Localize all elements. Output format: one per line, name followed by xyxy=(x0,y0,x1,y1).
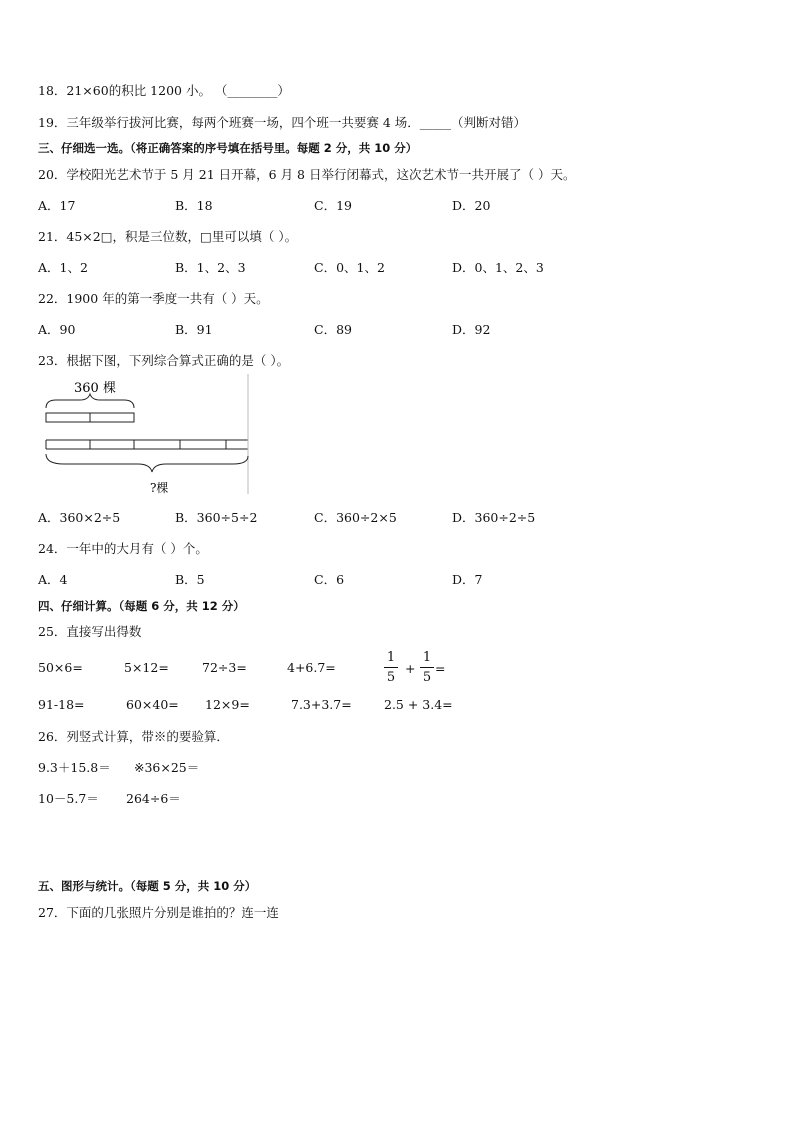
fraction-numerator: 1 xyxy=(422,650,432,665)
question-26-stem: 26．列竖式计算，带※的要验算． xyxy=(38,729,229,744)
fraction-denominator: 5 xyxy=(422,670,432,685)
q25-fraction-2 xyxy=(420,650,434,685)
q23-option-a: A．360×2÷5 xyxy=(38,510,121,525)
q23-segment-diagram xyxy=(38,374,278,499)
diagram-top-brace xyxy=(46,394,134,408)
section-4-heading: 四、仔细计算。（每题 6 分，共 12 分） xyxy=(38,599,245,613)
q20-option-a: A．17 xyxy=(38,198,76,213)
q22-option-a: A．90 xyxy=(38,322,76,337)
q24-option-a: A．4 xyxy=(38,572,68,587)
q24-option-c: C．6 xyxy=(314,572,345,587)
q25-fraction-equals: = xyxy=(435,661,446,676)
q20-option-d: D．20 xyxy=(452,198,491,213)
q20-option-b: B．18 xyxy=(175,198,213,213)
q25-item: 50×6= xyxy=(38,660,83,675)
fraction-numerator: 1 xyxy=(386,650,396,665)
q26-item: 10－5.7＝ xyxy=(38,791,99,806)
q25-item: 5×12= xyxy=(124,660,169,675)
question-18: 18．21×60的积比 1200 小。 （________） xyxy=(38,83,290,98)
section-5-heading: 五、图形与统计。（每题 5 分，共 10 分） xyxy=(38,879,257,893)
question-19: 19．三年级举行拔河比赛，每两个班赛一场，四个班一共要赛 4 场．_____（判断对错） xyxy=(38,115,527,130)
q25-item: 2.5 + 3.4= xyxy=(384,697,453,712)
q25-item: 12×9= xyxy=(205,697,250,712)
q20-option-c: C．19 xyxy=(314,198,352,213)
section-3-heading: 三、仔细选一选。（将正确答案的序号填在括号里。每题 2 分，共 10 分） xyxy=(38,141,418,155)
q21-option-a: A．1、2 xyxy=(38,260,88,275)
q22-option-c: C．89 xyxy=(314,322,352,337)
question-20-stem: 20．学校阳光艺术节于 5 月 21 日开幕，6 月 8 日举行闭幕式，这次艺术节一共开展了（ ）天。 xyxy=(38,167,576,182)
q21-option-b: B．1、2、3 xyxy=(175,260,246,275)
question-21-stem: 21．45×2□，积是三位数，□里可以填（ ）。 xyxy=(38,229,298,244)
q25-plus-sign: + xyxy=(405,661,416,676)
question-27: 27．下面的几张照片分别是谁拍的？连一连 xyxy=(38,905,279,920)
q25-fraction-1 xyxy=(384,650,398,685)
q21-option-d: D．0、1、2、3 xyxy=(452,260,544,275)
q25-item: 60×40= xyxy=(126,697,179,712)
q21-option-c: C．0、1、2 xyxy=(314,260,385,275)
diagram-bottom-brace xyxy=(46,454,248,472)
q25-item: 72÷3= xyxy=(202,660,247,675)
q22-option-b: B．91 xyxy=(175,322,213,337)
question-23-stem: 23．根据下图，下列综合算式正确的是（ ）。 xyxy=(38,353,290,368)
q24-option-b: B．5 xyxy=(175,572,205,587)
q24-option-d: D．7 xyxy=(452,572,483,587)
question-25-stem: 25．直接写出得数 xyxy=(38,624,142,639)
fraction-denominator: 5 xyxy=(386,670,396,685)
diagram-top-label: 360 棵 xyxy=(74,381,116,396)
q26-item: ※36×25＝ xyxy=(134,760,200,775)
q22-option-d: D．92 xyxy=(452,322,491,337)
q26-item: 264÷6＝ xyxy=(126,791,181,806)
q25-item: 7.3+3.7= xyxy=(291,697,352,712)
q26-item: 9.3＋15.8＝ xyxy=(38,760,111,775)
diagram-bottom-label: ?棵 xyxy=(150,481,169,495)
q23-option-d: D．360÷2÷5 xyxy=(452,510,536,525)
question-24-stem: 24．一年中的大月有（ ）个。 xyxy=(38,541,208,556)
q23-option-c: C．360÷2×5 xyxy=(314,510,397,525)
q25-item: 91-18= xyxy=(38,697,85,712)
question-22-stem: 22．1900 年的第一季度一共有（ ）天。 xyxy=(38,291,269,306)
q25-item: 4+6.7= xyxy=(287,660,336,675)
q23-option-b: B．360÷5÷2 xyxy=(175,510,258,525)
